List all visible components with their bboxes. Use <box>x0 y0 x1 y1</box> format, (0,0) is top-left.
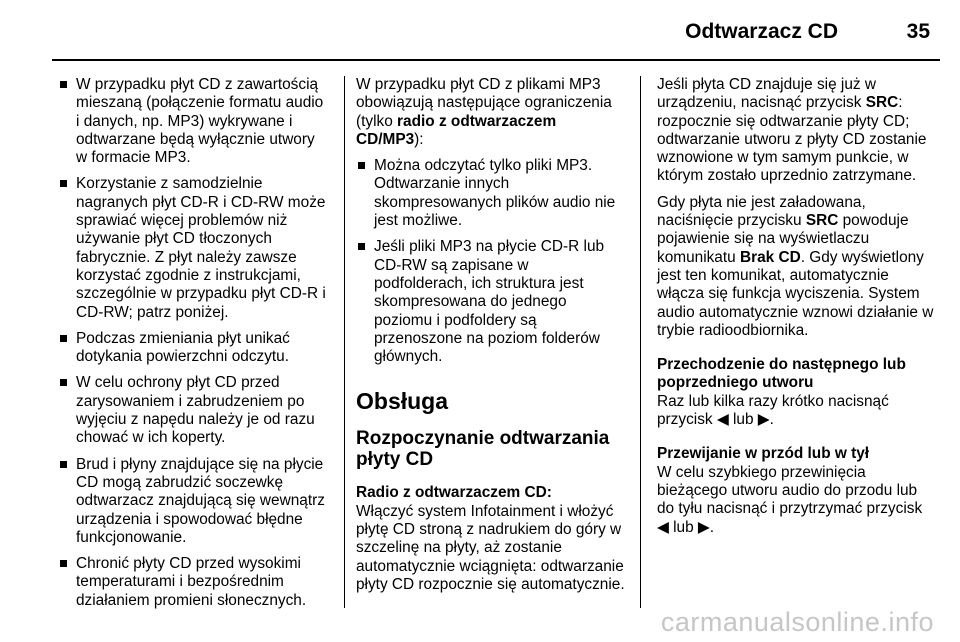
radio-cd-text: Włączyć system Infotainment i włożyć płytę CD stroną z nadrukiem do góry w szczelinę na płyty, aż zostanie automatycznie wciągnięta: odtwarzanie płyty CD rozpocznie się automatycznie. <box>356 502 625 593</box>
mp3-intro: W przypadku płyt CD z plikami MP3 obowiązują następujące ograniczenia (tylko radio z odtwarzaczem CD/MP3): <box>356 76 612 148</box>
next-track-text: Raz lub kilka razy krótko nacisnąć przycisk ◀ lub ▶. <box>657 392 889 429</box>
list-item: Można odczytać tylko pliki MP3. Odtwarzanie innych skompresowanych plików audio nie jest możliwe. <box>356 157 626 230</box>
list-item: Brud i płyny znajdujące się na płycie CD mogą zabrudzić soczewkę odtwarzacz znajdującą się wewnątrz urządzenia i spowodować błędne funkcjonowanie. <box>58 456 330 547</box>
section-heading: Obsługa <box>356 388 449 415</box>
paragraph-src: Jeśli płyta CD znajduje się już w urządzeniu, nacisnąć przycisk SRC: rozpocznie się odtwarzanie płyty CD; odtwarzanie utworu z płyty CD zostanie wznowione w tym samym punkcie, w którym zostało uprzednio zatrzymane. <box>657 76 927 185</box>
column-divider-1 <box>344 76 345 608</box>
radio-model-label: radio z odtwarzaczem CD/MP3 <box>356 112 557 148</box>
paragraph-no-disc: Gdy płyta nie jest załadowana, naciśnięcie przycisku SRC powoduje pojawienie się na wyświetlaczu komunikatu Brak CD. Gdy wyświetlony jest ten komunikat, automatycznie włącza się funkcja wyciszenia. System audio automatycznie wznowi działanie w trybie radioodbiornika. <box>657 193 934 339</box>
no-cd-message: Brak CD <box>739 248 801 266</box>
list-item: Podczas zmieniania płyt unikać dotykania powierzchni odczytu. <box>58 330 330 367</box>
column-1 <box>58 76 330 618</box>
radio-cd-label: Radio z odtwarzaczem CD: <box>356 484 552 502</box>
column-3 <box>657 76 935 545</box>
page-number: 35 <box>906 20 930 43</box>
src-button-label: SRC <box>805 212 839 230</box>
watermark: carmanualsonline.info <box>660 607 934 637</box>
bullet-list <box>356 157 626 366</box>
list-item: Jeśli pliki MP3 na płycie CD-R lub CD-RW są zapisane w podfolderach, ich struktura jest skompresowana do jednego poziomu i podfoldery są przenoszone na poziom folderów głównych. <box>356 238 626 366</box>
column-divider-2 <box>640 76 641 608</box>
src-button-label: SRC <box>865 94 899 112</box>
list-item: W celu ochrony płyt CD przed zarysowaniem i zabrudzeniem po wyjęciu z napędu należy je od razu chować w ich koperty. <box>58 374 330 447</box>
header-rule <box>52 59 940 61</box>
fast-forward-heading: Przewijanie w przód lub w tył <box>657 445 870 463</box>
list-item: W przypadku płyt CD z zawartością mieszaną (połączenie formatu audio i danych, np. MP3) wykrywane i odtwarzane będą wyłącznie utwory w formacie MP3. <box>58 76 330 167</box>
subsection-heading: Rozpoczynanie odtwarzania płyty CD <box>356 428 610 471</box>
next-track-heading: Przechodzenie do następnego lub poprzedniego utworu <box>657 356 906 392</box>
list-item: Korzystanie z samodzielnie nagranych płyt CD-R i CD-RW może sprawiać więcej problemów niż używanie płyt CD tłoczonych fabrycznie. Z płyt należy zawsze korzystać zgodnie z instrukcjami, szczególnie w przypadku płyt CD-R i CD-RW; patrz poniżej. <box>58 175 330 321</box>
page-title: Odtwarzacz CD <box>685 20 838 43</box>
column-2 <box>356 76 626 602</box>
fast-forward-text: W celu szybkiego przewinięcia bieżącego utworu audio do przodu lub do tyłu nacisnąć i przytrzymać przycisk ◀ lub ▶. <box>657 463 923 536</box>
bullet-list <box>58 76 330 610</box>
list-item: Chronić płyty CD przed wysokimi temperaturami i bezpośrednim działaniem promieni słonecznych. <box>58 555 330 610</box>
